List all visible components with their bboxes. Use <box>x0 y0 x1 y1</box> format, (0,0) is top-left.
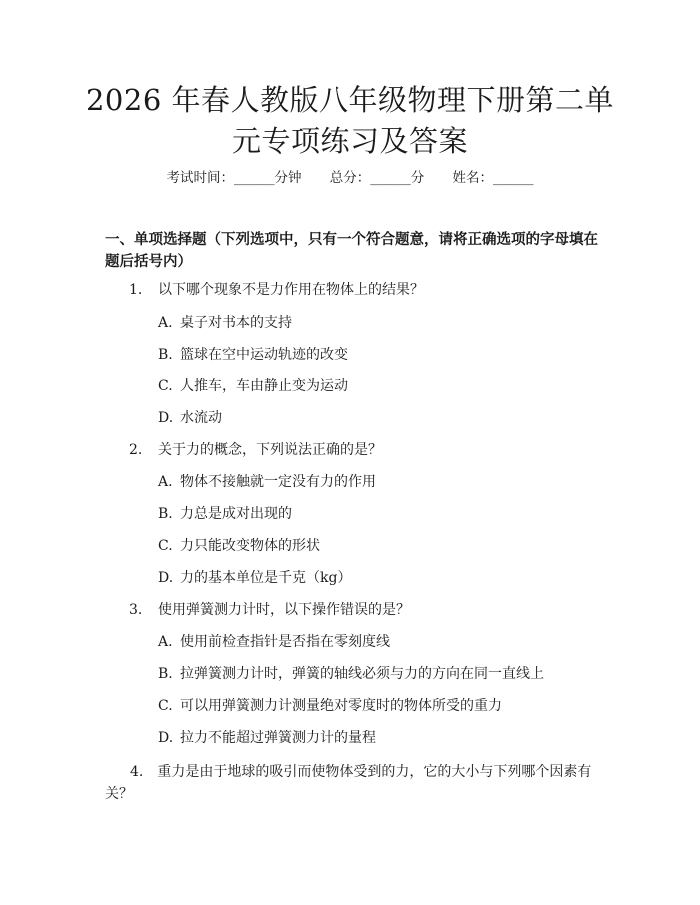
option-text: 拉弹簧测力计时，弹簧的轴线必须与力的方向在同一直线上 <box>180 666 544 682</box>
question-text: 以下哪个现象不是力作用在物体上的结果？ <box>158 282 424 298</box>
question-1-option-d <box>158 408 222 428</box>
option-text: 力只能改变物体的形状 <box>180 538 320 554</box>
option-letter: C. <box>158 378 173 394</box>
question-text: 重力是由于地球的吸引而使物体受到的力，它的大小与下列哪个因素有关？ <box>105 764 592 802</box>
question-text: 使用弹簧测力计时，以下操作错误的是？ <box>158 602 410 618</box>
option-letter: A. <box>158 474 173 490</box>
document-title: 2026 年春人教版八年级物理下册第二单元专项练习及答案 <box>85 83 615 158</box>
question-number: 1. <box>129 282 143 298</box>
question-2-option-d <box>158 568 351 588</box>
question-4 <box>105 761 605 805</box>
student-name-blank: ______ <box>493 170 534 186</box>
option-letter: B. <box>158 506 173 522</box>
student-name-field <box>453 170 534 186</box>
option-letter: B. <box>158 666 173 682</box>
option-text: 水流动 <box>180 410 222 426</box>
option-letter: A. <box>158 315 173 331</box>
question-number: 3. <box>129 602 143 618</box>
question-2-option-c <box>158 536 320 556</box>
option-letter: B. <box>158 347 173 363</box>
exam-time-field <box>166 170 301 186</box>
total-score-blank: ______ <box>370 170 411 186</box>
option-text: 桌子对书本的支持 <box>180 315 292 331</box>
option-text: 物体不接触就一定没有力的作用 <box>180 474 376 490</box>
option-text: 使用前检查指针是否指在零刻度线 <box>180 634 390 650</box>
exam-time-blank: ______ <box>233 170 275 186</box>
student-name-label: 姓名： <box>452 170 494 186</box>
option-text: 篮球在空中运动轨迹的改变 <box>180 347 348 363</box>
option-text: 可以用弹簧测力计测量绝对零度时的物体所受的重力 <box>180 698 502 714</box>
question-3-option-d <box>158 728 376 748</box>
option-letter: A. <box>158 634 173 650</box>
question-1-option-c <box>158 376 348 396</box>
total-score-unit: 分 <box>410 170 425 186</box>
question-2-option-a <box>158 472 376 492</box>
exam-info-line <box>0 168 700 188</box>
question-2-option-b <box>158 504 292 524</box>
question-1-option-a <box>158 313 292 333</box>
exam-time-label: 考试时间： <box>166 170 234 186</box>
option-letter: C. <box>158 538 173 554</box>
question-3-option-a <box>158 632 390 652</box>
option-letter: D. <box>158 570 174 586</box>
question-number: 2. <box>129 442 143 458</box>
option-letter: D. <box>158 730 174 746</box>
question-1-option-b <box>158 345 348 365</box>
option-text: 人推车，车由静止变为运动 <box>180 378 348 394</box>
total-score-field <box>330 170 425 186</box>
question-number: 4. <box>130 764 144 780</box>
question-3-option-c <box>158 696 502 716</box>
exam-time-unit: 分钟 <box>274 170 302 186</box>
option-letter: C. <box>158 698 173 714</box>
question-3-option-b <box>158 664 544 684</box>
question-text: 关于力的概念，下列说法正确的是？ <box>158 442 382 458</box>
option-text: 力总是成对出现的 <box>180 506 292 522</box>
option-letter: D. <box>158 410 174 426</box>
total-score-label: 总分： <box>329 170 371 186</box>
option-text: 力的基本单位是千克（kg） <box>180 570 352 586</box>
section-heading-single-choice: 一、单项选择题（下列选项中，只有一个符合题意，请将正确选项的字母填在题后括号内） <box>105 232 598 270</box>
option-text: 拉力不能超过弹簧测力计的量程 <box>180 730 376 746</box>
